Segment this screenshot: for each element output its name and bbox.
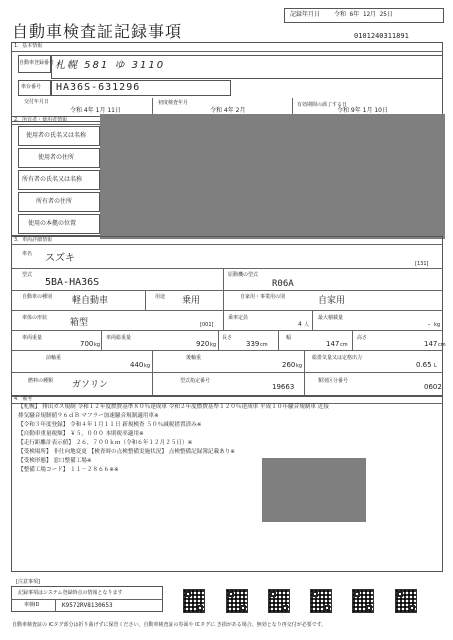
section-vehicle-title: 3．車両詳細情報 xyxy=(14,237,53,243)
chassis-label: 車台番号 xyxy=(21,84,42,90)
type-approval-value: 19663 xyxy=(272,383,295,391)
remark-line: 【走行距離計表示値】 ２６，７００ｋｍ（令和６年１２月２５日）※ xyxy=(18,440,193,446)
fuel-value: ガソリン xyxy=(72,380,109,390)
remark-line: 【自動車重量税額】 ￥５，０００ 本則税率適用※ xyxy=(18,431,144,437)
first-reg-label: 初度検査年月 xyxy=(158,100,189,106)
first-reg-value: 令和 4年 2月 xyxy=(210,107,246,114)
height-value: 147 xyxy=(424,340,438,348)
type-approval-label: 型式指定番号 xyxy=(180,378,211,384)
usage-label: 自家用・事業用の別 xyxy=(240,294,286,300)
kind-label: 自動車の種別 xyxy=(22,294,53,300)
capacity-unit: 人 xyxy=(304,322,310,328)
issue-label: 交付年月日 xyxy=(24,99,50,105)
reg-no-label: 自動車登録番号 xyxy=(19,60,55,66)
remark-line: 【受検場所】 非仕向地変更 【検査時の点検整備実施状況】 点検整備記録簿記載あり※ xyxy=(18,449,235,455)
remark-line: 排気騒音規制値９６ｄＢ マフラー加速騒音規制適用車※ xyxy=(18,413,159,419)
use-value: 乗用 xyxy=(182,296,201,306)
engine-label: 原動機の型式 xyxy=(228,272,259,278)
max-load-value: - xyxy=(428,321,431,328)
qr-code-icon xyxy=(226,589,248,613)
issue-date-label: 記録年月日 xyxy=(290,11,321,18)
shape-code: [001] xyxy=(200,322,214,328)
maker-code: [131] xyxy=(415,261,429,267)
max-load-unit: kg xyxy=(434,322,441,328)
id-value: K9572RV8130653 xyxy=(62,602,113,609)
category-value: 0602 xyxy=(424,383,442,391)
document-number: 0101240311891 xyxy=(354,32,409,40)
width-unit: cm xyxy=(340,342,348,348)
rear-axle-unit: kg xyxy=(296,363,303,369)
section-basic-title: 1．基本情報 xyxy=(14,43,43,49)
rear-axle-value: 260 xyxy=(282,361,296,369)
owner-label-owner-address: 所有者の住所 xyxy=(36,198,73,205)
capacity-value: 4 xyxy=(298,321,302,328)
length-value: 339 xyxy=(246,340,260,348)
qr-code-icon xyxy=(395,589,417,613)
use-label: 用途 xyxy=(155,294,166,300)
remark-line: 【札幌】 排出ガス規制 令和１２年度燃費基準８０％達成車 令和２年度燃費基準１２０％達成車 平成１０年騒音規制車 近接 xyxy=(18,404,329,410)
remark-line: 【受検形態】 窓口整備工場※ xyxy=(18,458,92,464)
max-load-label: 最大積載量 xyxy=(318,315,344,321)
height-unit: cm xyxy=(438,342,446,348)
category-label: 類別区分番号 xyxy=(318,378,349,384)
weight-label: 車両重量 xyxy=(22,335,43,341)
section-remarks-title: 4．備考 xyxy=(14,396,33,402)
issue-value: 令和 4年 1月 11日 xyxy=(70,107,121,114)
engine-value: R06A xyxy=(272,279,294,289)
shape-value: 箱型 xyxy=(70,318,89,328)
owner-label-owner-name: 所有者の氏名又は名称 xyxy=(22,176,83,183)
fuel-label: 燃料の種類 xyxy=(28,378,54,384)
reg-no-value: 札幌 581 ゆ 3110 xyxy=(55,60,166,71)
model-label: 型式 xyxy=(22,272,33,278)
id-label: 車検ID xyxy=(24,602,40,608)
width-label: 幅 xyxy=(286,335,292,341)
model-value: 5BA-HA36S xyxy=(45,277,100,288)
note-label: [注意事項] xyxy=(16,579,40,585)
gross-value: 920 xyxy=(196,340,210,348)
expiry-label: 有効期間の満了する日 xyxy=(297,102,348,108)
front-axle-value: 440 xyxy=(130,361,144,369)
redacted-owner-info xyxy=(100,114,445,239)
issue-date: 令和 6年 12月 25日 xyxy=(334,11,393,18)
width-value: 147 xyxy=(326,340,340,348)
length-label: 長さ xyxy=(222,335,233,341)
owner-label-user-address: 使用者の住所 xyxy=(38,154,75,161)
page-title: 自動車検査証記録事項 xyxy=(12,22,183,41)
weight-unit: kg xyxy=(94,342,101,348)
expiry-value: 令和 9年 1月 10日 xyxy=(337,107,388,114)
qr-code-icon xyxy=(352,589,374,613)
qr-code-icon xyxy=(183,589,205,613)
bottom-note: 自動車検査証の ICタグ部分は折り曲げずに保管ください。自動車検査証の券面や ICタグに き損がある場合、無効となり再交付が必要です。 xyxy=(12,622,327,628)
chassis-value: HA36S-631296 xyxy=(56,82,141,93)
front-axle-unit: kg xyxy=(144,363,151,369)
section-owner-title: 2．所有者・使用者情報 xyxy=(14,117,68,123)
kind-value: 軽自動車 xyxy=(72,296,109,306)
issue-date-box xyxy=(284,8,444,23)
owner-label-user-name: 使用者の氏名又は名称 xyxy=(26,132,87,139)
length-unit: cm xyxy=(260,342,268,348)
maker-value: スズキ xyxy=(45,253,75,264)
shape-label: 車体の形状 xyxy=(22,315,48,321)
capacity-label: 乗車定員 xyxy=(228,315,249,321)
qr-code-icon xyxy=(310,589,332,613)
rear-axle-label: 後軸重 xyxy=(186,355,202,361)
qr-code-icon xyxy=(268,589,290,613)
redacted-remarks xyxy=(262,458,366,522)
usage-value: 自家用 xyxy=(318,296,346,306)
displacement-label: 総排気量又は定格出力 xyxy=(312,355,363,361)
gross-label: 車両総重量 xyxy=(106,335,132,341)
height-label: 高さ xyxy=(357,335,368,341)
note-text: 記録事項はシステム登録時点の情報となります xyxy=(18,590,123,596)
front-axle-label: 前軸重 xyxy=(46,355,62,361)
maker-label: 車名 xyxy=(22,251,33,257)
weight-value: 700 xyxy=(80,340,94,348)
owner-label-base-location: 使用の本拠の位置 xyxy=(28,220,77,227)
displacement-value: 0.65 xyxy=(416,361,432,369)
remark-line: 【令和３年度登録】 令和４年１月１１日 新規検査 ５０％減税措置済み※ xyxy=(18,422,202,428)
gross-unit: kg xyxy=(210,342,217,348)
displacement-unit: L xyxy=(434,363,437,369)
remark-line: 【整備工場コード】 １１－２８６６※※ xyxy=(18,467,119,473)
